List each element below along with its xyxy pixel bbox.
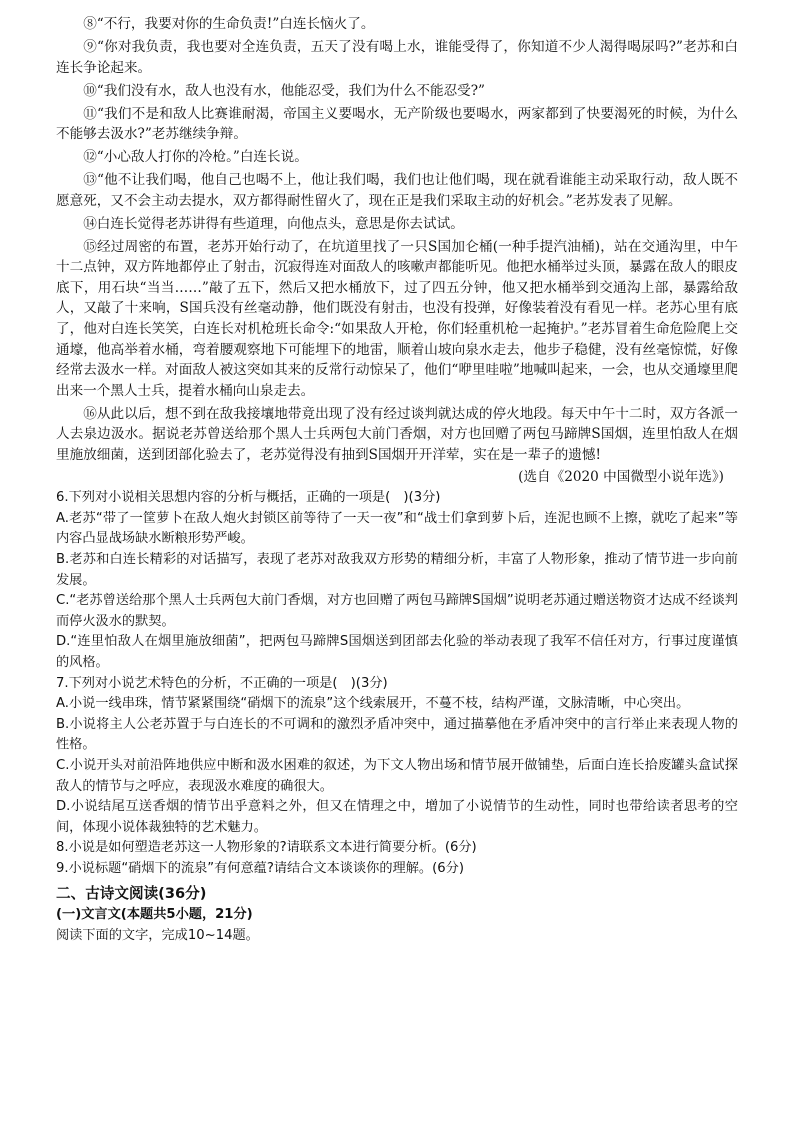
question-stem: 7.下列对小说艺术特色的分析，不正确的一项是( )(3分) [56,675,388,691]
passage-paragraph-14: ⑭白连长觉得老苏讲得有些道理，向他点头，意思是你去试试。 [83,215,464,232]
option-b: B.小说将主人公老苏置于与白连长的不可调和的激烈矛盾冲突中，通过描摹他在矛盾冲突中的言行举止来表现人物的性格。 [56,716,738,753]
option-d: D.“连里怕敌人在烟里施放细菌”，把两包马蹄牌S国烟送到团部去化验的举动表现了我军不信任对方，行事过度谨慎的风格。 [56,634,738,670]
passage-paragraph-15: ⑮经过周密的布置，老苏开始行动了，在坑道里找了一只S国加仑桶(一种手提汽油桶)，站在交通沟里，中午十二点钟，双方阵地都停止了射击，沉寂得连对面敌人的咳嗽声都能听见。他把水桶举过头顶，暴露在敌人的眼皮底下，用石块“当当……”敲了五下，然后又把水桶放下，过了四五分钟，他又把水桶举到交通沟上部，暴露给敌人，又敲了十来响，S国兵没有丝毫动静，他们既没有射击，也没有投弹，好像装着没有看见一样。老苏心里有底了，他对白连长笑笑，白连长对机枪班长命令:“如果敌人开枪，你们轻重机枪一起掩护。”老苏冒着生命危险爬上交通壕，他高举着水桶，弯着腰观察地下可能埋下的地雷，顺着山坡向泉水走去，他步子稳健，没有丝毫惊慌，好像经常去汲水一样。对面敌人被这突如其来的反常行动惊呆了，他们“咿里哇啦”地喊叫起来，一会，也从交通壕里爬出来一个黑人士兵，提着水桶向山泉走去。 [56,238,738,399]
passage-paragraph-16: ⑯从此以后，想不到在敌我接壤地带竟出现了没有经过谈判就达成的停火地段。每天中午十二时，双方各派一人去泉边汲水。据说老苏曾送给那个黑人士兵两包大前门香烟，对方也回赠了两包马蹄牌S国烟，连里怕敌人在烟里施放细菌，送到团部化验去了，老苏觉得没有抽到S国烟开开洋荤，实在是一辈子的遗憾! [56,405,738,463]
question-7 [56,674,738,839]
question-8 [56,838,738,859]
section-title: 二、古诗文阅读(36分) [56,885,207,903]
option-b: B.老苏和白连长精彩的对话描写，表现了老苏对敌我双方形势的精细分析，丰富了人物形象，推动了情节进一步向前发展。 [56,551,738,588]
passage-source: (选自《2020 中国微型小说年选》) [518,468,724,485]
passage-paragraph-12: ⑫“小心敌人打你的冷枪。”白连长说。 [83,149,308,166]
option-c: C.小说开头对前沿阵地供应中断和汲水困难的叙述，为下文人物出场和情节展开做铺垫，后面白连长拾废罐头盒试探敌人的情节与之呼应，表现汲水难度的确很大。 [56,757,738,794]
question-stem: 9.小说标题“硝烟下的流泉”有何意蕴?请结合文本谈谈你的理解。(6分) [56,860,464,876]
passage-paragraph-8: ⑧“不行，我要对你的生命负责!”白连长恼火了。 [83,16,375,32]
question-6 [56,488,738,673]
subsection-title: (一)文言文(本题共5小题，21分) [56,907,253,923]
passage-paragraph-9: ⑨“你对我负责，我也要对全连负责，五天了没有喝上水，谁能受得了，你知道不少人渴得喝尿吗?”老苏和白连长争论起来。 [56,38,738,76]
passage-paragraph-10: ⑩“我们没有水，敌人也没有水，他能忍受，我们为什么不能忍受?” [83,82,485,99]
question-stem: 6.下列对小说相关思想内容的分析与概括，正确的一项是( )(3分) [56,490,441,506]
option-a: A.小说一线串珠，情节紧紧围绕“硝烟下的流泉”这个线索展开，不蔓不枝，结构严谨，文脉清晰，中心突出。 [56,696,690,712]
section-instruction: 阅读下面的文字，完成10~14题。 [56,928,259,944]
section-2 [56,883,738,946]
passage-paragraph-11: ⑪“我们不是和敌人比赛谁耐渴，帝国主义要喝水，无产阶级也要喝水，两家都到了快要渴死的时候，为什么不能够去汲水?”老苏继续争辩。 [56,105,738,143]
question-stem: 8.小说是如何塑造老苏这一人物形象的?请联系文本进行简要分析。(6分) [56,840,477,856]
passage [56,14,738,487]
option-a: A.老苏“带了一筐萝卜在敌人炮火封锁区前等待了一天一夜”和“战士们拿到萝卜后，连泥也顾不上擦，就吃了起来”等内容凸显战场缺水断粮形势严峻。 [56,510,738,547]
option-c: C.“老苏曾送给那个黑人士兵两包大前门香烟，对方也回赠了两包马蹄牌S国烟”说明老苏通过赠送物资才达成不经谈判而停火汲水的默契。 [56,593,738,629]
question-9 [56,859,738,880]
option-d: D.小说结尾互送香烟的情节出乎意料之外，但又在情理之中，增加了小说情节的生动性，同时也带给读者思考的空间，体现小说体裁独特的艺术魅力。 [56,799,738,835]
passage-paragraph-13: ⑬“他不让我们喝，他自己也喝不上，他让我们喝，我们也让他们喝，现在就看谁能主动采取行动，敌人既不愿意死，又不会主动去提水，双方都得耐性留火了，现在正是我们采取主动的好机会。”老苏发表了见解。 [56,172,738,209]
